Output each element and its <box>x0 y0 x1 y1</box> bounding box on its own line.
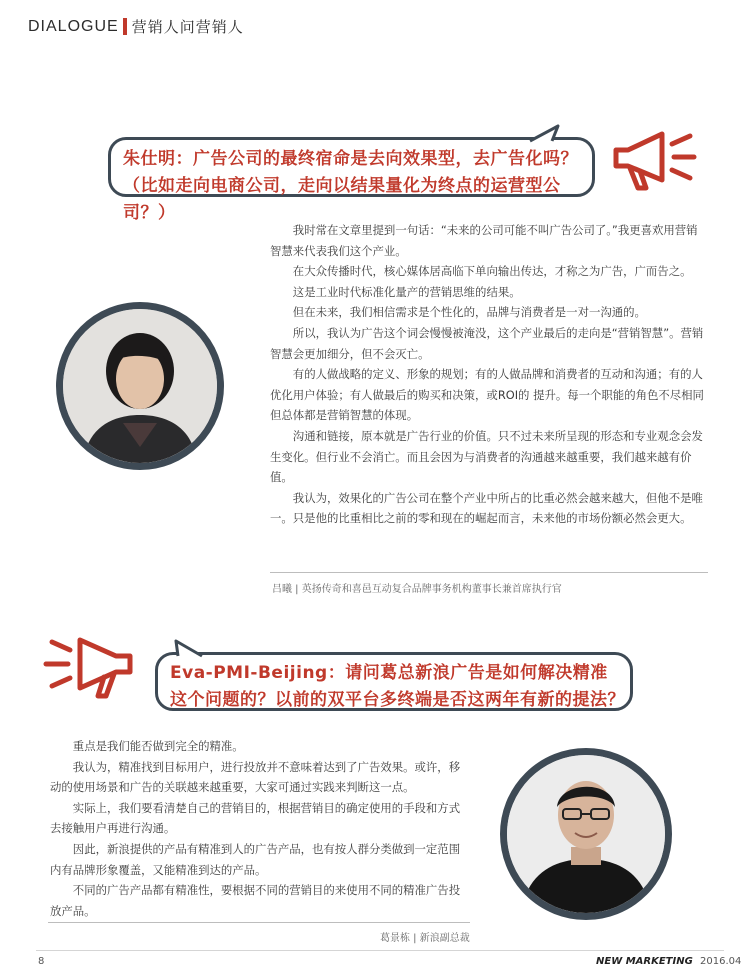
answer-1-caption: 吕曦 | 英扬传奇和喜邑互动复合品牌事务机构董事长兼首席执行官 <box>272 584 562 595</box>
answer-2-divider <box>48 922 470 923</box>
question-bubble-2 <box>155 652 633 711</box>
bubble-tail-1 <box>528 123 564 143</box>
question-2-body: 请问葛总新浪广告是如何解决精准这个问题的？以前的双平台多终端是否这两年有新的提法？ <box>170 663 625 710</box>
question-2-asker: Eva-PMI-Beijing： <box>170 663 346 683</box>
section-header <box>28 16 244 37</box>
answer-1-paragraph: 但在未来，我们相信需求是个性化的，品牌与消费者是一对一沟通的。 <box>292 305 646 320</box>
answer-1-divider <box>270 572 708 573</box>
issue-date: 2016.04 <box>700 956 742 967</box>
question-1-body: 广告公司的最终宿命是去向效果型，去广告化吗？（比如走向电商公司，走向以结果量化为终点的运营型公司？） <box>123 149 578 223</box>
magazine-name: NEW MARKETING <box>596 956 693 967</box>
answer-2-paragraph: 重点是我们能否做到完全的精准。 <box>72 739 244 753</box>
megaphone-icon <box>610 128 698 196</box>
answer-2-caption: 葛景栋 | 新浪副总裁 <box>380 933 470 944</box>
section-divider <box>123 18 127 35</box>
bubble-tail-2 <box>170 638 206 658</box>
answer-1-paragraph: 我时常在文章里提到一句话：“未来的公司可能不叫广告公司了。”我更喜欢用营销智慧来代表我们这个产业。 <box>270 223 698 258</box>
answer-2-paragraph: 不同的广告产品都有精准性，要根据不同的营销目的来使用不同的精准广告投放产品。 <box>50 883 461 918</box>
section-title-en: DIALOGUE <box>28 17 119 35</box>
answer-2-paragraph: 因此，新浪提供的产品有精准到人的广告产品，也有按人群分类做到一定范围内有品牌形象覆盖，又能精准到达的产品。 <box>50 841 461 877</box>
portrait-man <box>500 748 672 920</box>
megaphone-icon <box>40 632 136 704</box>
answer-1-paragraph: 这是工业时代标准化量产的营销思维的结果。 <box>292 284 521 299</box>
answer-2-paragraph: 实际上，我们要看清楚自己的营销目的，根据营销目的确定使用的手段和方式去接触用户再进行沟通。 <box>50 800 461 836</box>
answer-1-paragraph: 沟通和链接，原本就是广告行业的价值。只不过未来所呈现的形态和专业观念会发生变化。但行业不会消亡。而且会因为与消费者的沟通越来越重要，我们越来越有价值。 <box>270 428 703 485</box>
page-number: 8 <box>38 956 45 967</box>
answer-1-paragraph: 在大众传播时代，核心媒体居高临下单向输出传达，才称之为广告，广而告之。 <box>292 264 692 279</box>
answer-1-paragraph: 我认为，效果化的广告公司在整个产业中所占的比重必然会越来越大，但他不是唯一。只是他的比重相比之前的零和现在的崛起而言，未来他的市场份额必然会更大。 <box>270 490 703 526</box>
answer-1 <box>270 220 706 529</box>
section-title-cn: 营销人问营销人 <box>131 18 244 36</box>
question-1-text <box>123 146 583 227</box>
answer-1-paragraph: 所以，我认为广告这个词会慢慢被淹没，这个产业最后的走向是“营销智慧”。营销智慧会更加细分，但不会灭亡。 <box>270 325 704 361</box>
question-2-text <box>170 660 625 714</box>
answer-2-paragraph: 我认为，精准找到目标用户，进行投放并不意味着达到了广告效果。或许，移动的使用场景和广告的关联越来越重要，大家可通过实践来判断这一点。 <box>50 759 461 795</box>
answer-1-paragraph: 有的人做战略的定义、形象的规划；有的人做品牌和消费者的互动和沟通；有的人优化用户体验；有人做最后的购买和决策，或ROI的 提升。每一个职能的角色不尽相同但总体都是营销智慧的体现。 <box>270 367 704 423</box>
footer-divider <box>36 950 724 951</box>
question-1-asker: 朱仕明： <box>123 149 193 169</box>
answer-2 <box>50 736 470 921</box>
question-bubble-1 <box>108 137 595 223</box>
footer-issue <box>596 956 741 967</box>
portrait-woman <box>56 302 224 470</box>
